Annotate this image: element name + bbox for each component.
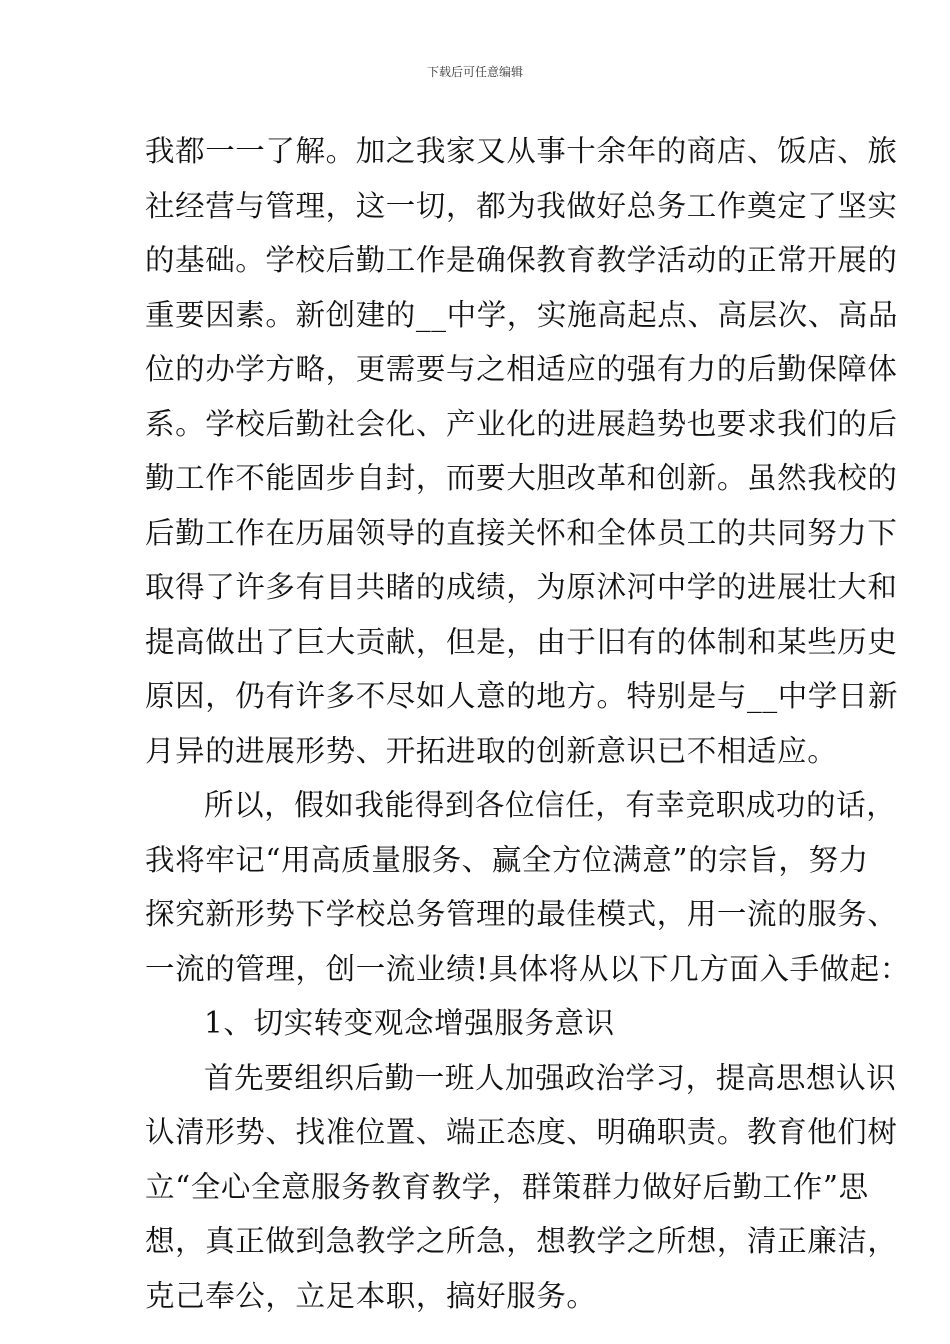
text-line: 想，真正做到急教学之所急，想教学之所想，清正廉洁，: [145, 1224, 898, 1258]
text-line: 认清形势、找准位置、端正态度、明确职责。教育他们树: [145, 1115, 898, 1149]
text-line: 探究新形势下学校总务管理的最佳模式，用一流的服务、: [145, 897, 898, 931]
text-line: 我都一一了解。加之我家又从事十余年的商店、饭店、旅: [145, 134, 898, 168]
text-line: 提高做出了巨大贡献，但是，由于旧有的体制和某些历史: [145, 624, 898, 659]
paragraph-start-line: 首先要组织后勤一班人加强政治学习，提高思想认识: [204, 1060, 897, 1095]
text-line: 勤工作不能固步自封，而要大胆改革和创新。虽然我校的: [145, 461, 898, 495]
text-line: 的基础。学校后勤工作是确保教育教学活动的正常开展的: [145, 243, 898, 277]
text-line: 克己奉公，立足本职，搞好服务。: [145, 1278, 597, 1313]
text-line: 一流的管理，创一流业绩!具体将从以下几方面入手做起：: [145, 951, 910, 986]
text-line: 重要因素。新创建的__中学，实施高起点、高层次、高品: [145, 297, 899, 332]
text-line: 立“全心全意服务教育教学，群策群力做好后勤工作”思: [145, 1169, 869, 1204]
text-line: 位的办学方略，更需要与之相适应的强有力的后勤保障体: [145, 352, 898, 386]
text-line: 原因，仍有许多不尽如人意的地方。特别是与__中学日新: [145, 679, 899, 713]
text-line: 我将牢记“用高质量服务、赢全方位满意”的宗旨，努力: [145, 842, 869, 877]
text-line: 后勤工作在历届领导的直接关怀和全体员工的共同努力下: [145, 515, 898, 550]
section-heading: 1、切实转变观念增强服务意识: [204, 1006, 615, 1040]
text-line: 取得了许多有目共睹的成绩，为原沭河中学的进展壮大和: [145, 570, 898, 604]
paragraph-start-line: 所以，假如我能得到各位信任，有幸竞职成功的话，: [204, 788, 897, 822]
text-line: 月异的进展形势、开拓进取的创新意识已不相适应。: [145, 733, 838, 768]
text-line: 社经营与管理，这一切，都为我做好总务工作奠定了坚实: [145, 188, 898, 223]
page-header: 下载后可任意编辑: [426, 65, 523, 79]
document-body: [145, 124, 910, 1323]
text-line: 系。学校后勤社会化、产业化的进展趋势也要求我们的后: [145, 406, 898, 441]
